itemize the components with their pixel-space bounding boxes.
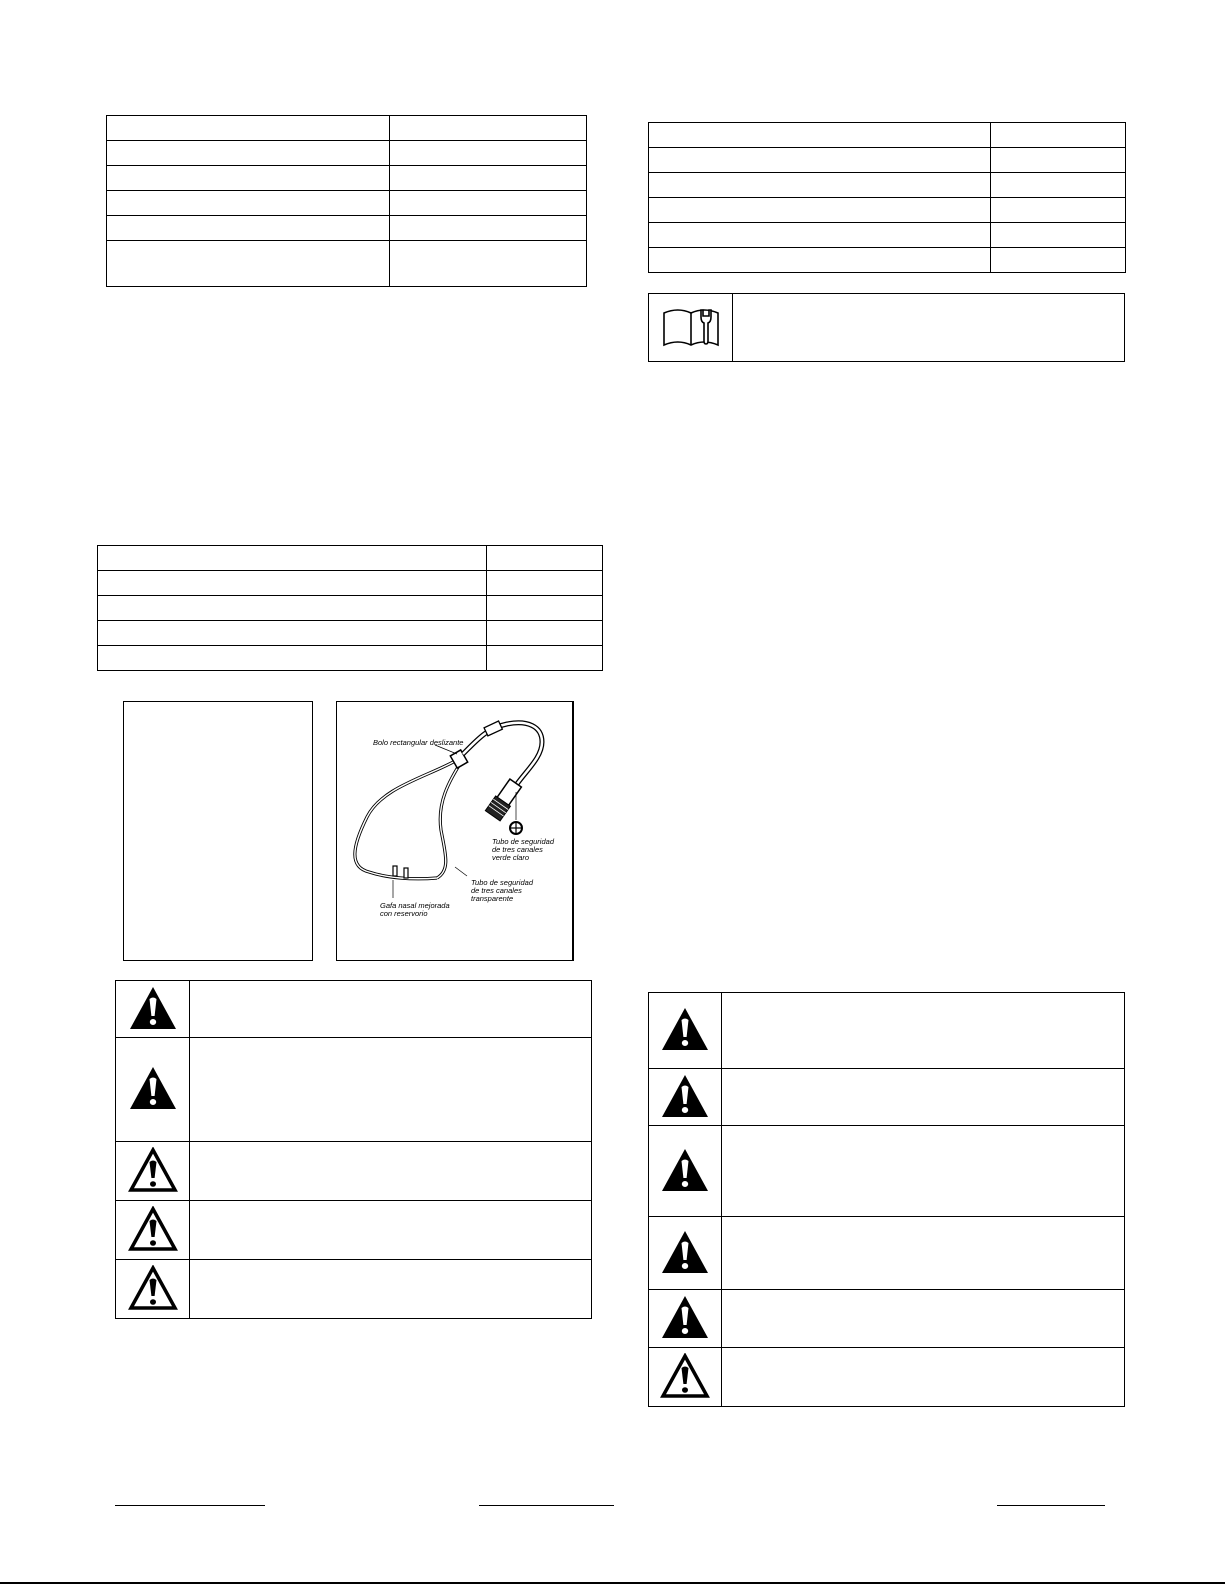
outline-warning-icon [127,1265,179,1311]
table-row [98,571,603,596]
warning-row [649,1290,1125,1348]
outline-warning-icon [127,1206,179,1252]
table-row [107,116,587,141]
warning-row [649,1348,1125,1407]
warning-row [116,1142,592,1201]
warning-row [116,981,592,1038]
footer-rule-right [997,1505,1105,1506]
table-row [107,191,587,216]
warning-row [649,993,1125,1069]
cannula-diagram [336,701,574,961]
spec-table-left-mid [97,545,603,671]
table-row [98,621,603,646]
warning-row [116,1038,592,1142]
manual-icon-cell [649,294,733,362]
table-row [649,148,1126,173]
filled-warning-icon [127,985,179,1031]
outline-warning-icon [127,1147,179,1193]
table-row [649,223,1126,248]
footer-rule-center [479,1505,614,1506]
table-row [98,546,603,571]
outline-warning-icon [659,1353,711,1399]
table-row [107,216,587,241]
service-manual-box [648,293,1125,362]
label-clear-tube: Tubo de seguridad de tres canales transparente [471,878,533,903]
table-row [649,123,1126,148]
label-nasal-cannula: Gafa nasal mejorada con reservorio [380,901,450,918]
warning-row [649,1126,1125,1217]
spec-table-left-top [106,115,587,287]
filled-warning-icon [659,1147,711,1193]
page-bottom-rule [0,1582,1225,1584]
warning-row [116,1201,592,1260]
filled-warning-icon [659,1073,711,1119]
warning-row [649,1217,1125,1290]
warning-row [649,1069,1125,1126]
table-row [98,646,603,671]
manual-wrench-icon [660,301,722,351]
table-row [649,248,1126,273]
table-row [98,596,603,621]
warnings-right [648,992,1125,1407]
table-row [107,166,587,191]
warning-row [116,1260,592,1319]
table-row [107,141,587,166]
label-bolo: Bolo rectangular deslizante [373,738,464,747]
filled-warning-icon [659,1294,711,1340]
empty-figure-box [123,701,313,961]
table-row [107,241,587,287]
table-row [649,198,1126,223]
footer-rule-left [115,1505,265,1506]
spec-table-right-top [648,122,1126,273]
filled-warning-icon [659,1006,711,1052]
filled-warning-icon [659,1229,711,1275]
table-row [649,173,1126,198]
label-green-tube: Tubo de seguridad de tres canales verde claro [492,837,554,862]
filled-warning-icon [127,1065,179,1111]
warnings-left [115,980,592,1319]
